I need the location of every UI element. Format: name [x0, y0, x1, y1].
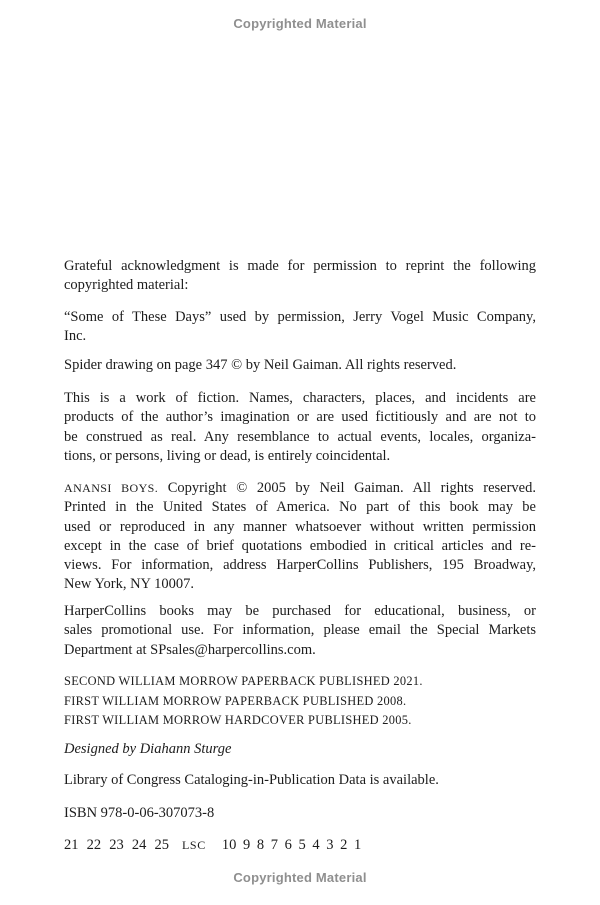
printing-history	[64, 672, 536, 731]
copyright-notice-paragraph	[64, 479, 536, 595]
printing-history-line: FIRST WILLIAM MORROW PAPERBACK PUBLISHED 2008.	[64, 693, 407, 708]
designer-credit: Designed by Diahann Sturge	[64, 741, 232, 757]
book-title-smallcaps: ANANSI BOYS.	[64, 481, 159, 495]
text-line: New York, NY 10007.	[64, 576, 194, 593]
text-line: sales promotional use. For information, please email the Special Markets	[64, 622, 536, 639]
text-line: HarperCollins books may be purchased for educational, business, or	[64, 603, 536, 619]
copyright-line-rest: Copyright © 2005 by Neil Gaiman. All rights reserved.	[167, 480, 536, 496]
fiction-disclaimer-paragraph	[64, 389, 536, 466]
text-line: be construed as real. Any resemblance to actual events, locales, organiza-	[64, 428, 536, 445]
printing-history-line: FIRST WILLIAM MORROW HARDCOVER PUBLISHED 2005.	[64, 713, 412, 728]
text-line: Spider drawing on page 347 © by Neil Gaiman. All rights reserved.	[64, 357, 457, 373]
printer-code: LSC	[182, 838, 206, 852]
text-line	[64, 479, 536, 498]
text-line: copyrighted material:	[64, 277, 189, 294]
text-line: used or reproduced in any manner whatsoever without written permission	[64, 518, 536, 535]
text-line: tions, or persons, living or dead, is entirely coincidental.	[64, 447, 391, 464]
text-line: This is a work of fiction. Names, characters, places, and incidents are	[64, 390, 536, 406]
spider-credit-paragraph	[64, 356, 536, 375]
printing-history-line: SECOND WILLIAM MORROW PAPERBACK PUBLISHED 2021.	[64, 674, 423, 688]
printing-years: 21 22 23 24 25	[64, 837, 169, 853]
library-of-congress-line: Library of Congress Cataloging-in-Publication Data is available.	[64, 772, 439, 788]
printing-run-numbers: 10 9 8 7 6 5 4 3 2 1	[221, 837, 362, 853]
text-line: Department at SPsales@harpercollins.com.	[64, 641, 316, 658]
song-permission-paragraph	[64, 308, 536, 347]
acknowledgment-paragraph	[64, 257, 536, 296]
text-line: Printed in the United States of America. No part of this book may be	[64, 499, 536, 516]
purchase-info-paragraph	[64, 602, 536, 660]
copyrighted-material-watermark-bottom: Copyrighted Material	[233, 870, 367, 885]
text-line: products of the author’s imagination or are used fictitiously and are not to	[64, 409, 536, 426]
text-line: Grateful acknowledgment is made for permission to reprint the following	[64, 258, 536, 274]
text-line: views. For information, address HarperCollins Publishers, 195 Broadway,	[64, 557, 536, 574]
text-line: except in the case of brief quotations embodied in critical articles and re-	[64, 537, 536, 554]
printer-key-line	[64, 836, 536, 855]
isbn-line: ISBN 978-0-06-307073-8	[64, 805, 215, 821]
text-line: “Some of These Days” used by permission, Jerry Vogel Music Company,	[64, 309, 536, 325]
copyrighted-material-watermark-top: Copyrighted Material	[233, 16, 367, 31]
text-line: Inc.	[64, 328, 87, 345]
